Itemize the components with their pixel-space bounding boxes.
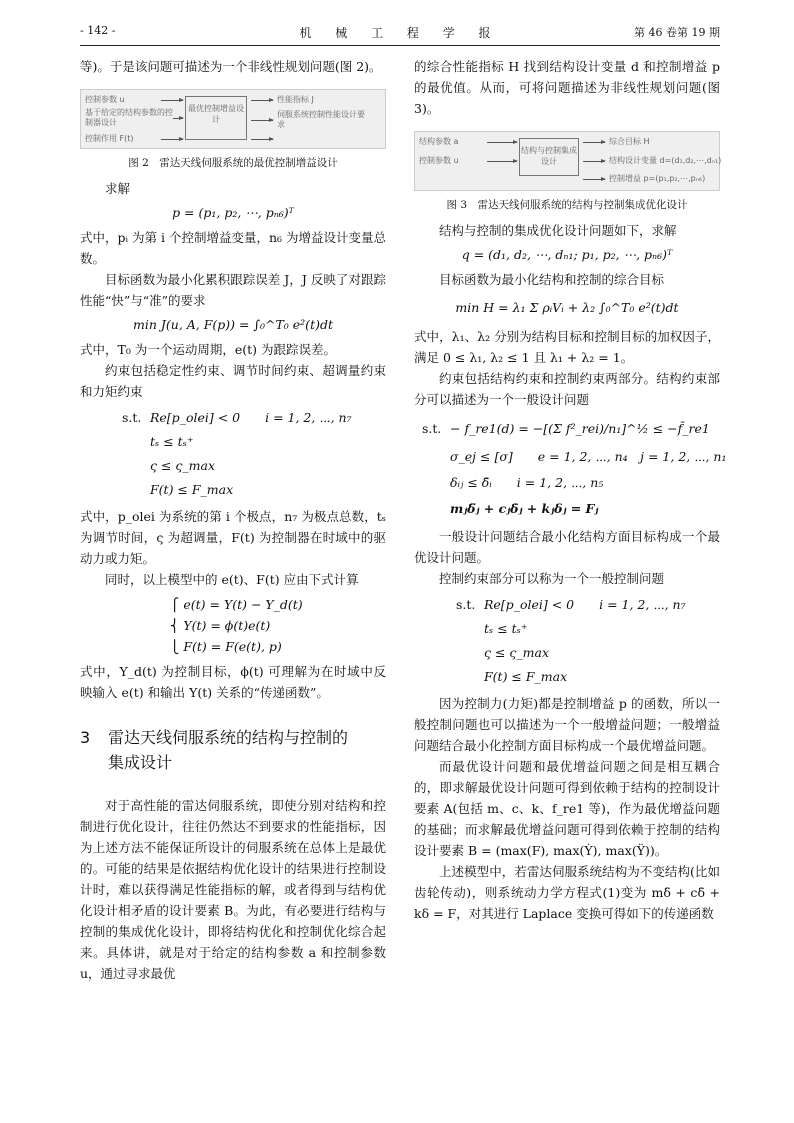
paragraph: 一般设计问题结合最小化结构方面目标构成一个最优设计问题。 bbox=[414, 529, 720, 565]
fig3-output-label: 综合目标 H bbox=[609, 137, 650, 146]
arrow bbox=[161, 100, 183, 101]
arrow bbox=[161, 139, 183, 140]
constraint: tₛ ≤ tₛ⁺ bbox=[150, 434, 194, 449]
fig2-input-label: 控制参数 u bbox=[85, 95, 125, 104]
constraint: ς ≤ ς_max bbox=[484, 645, 550, 660]
paragraph: 目标函数为最小化累积跟踪误差 J，J 反映了对跟踪性能“快”与“准”的要求 bbox=[80, 272, 386, 308]
constraint-line bbox=[80, 406, 386, 430]
section-heading bbox=[80, 725, 386, 775]
equation: ⎩ F(t) = F(e(t), p) bbox=[170, 639, 282, 654]
paragraph: 控制约束部分可以称为一个一般控制问题 bbox=[439, 571, 665, 586]
constraint: σ_ej ≤ [σ] e = 1, 2, ⋯, n₄ j = 1, 2, ⋯, n₁ bbox=[450, 449, 727, 464]
constraint: tₛ ≤ tₛ⁺ bbox=[484, 621, 528, 636]
fig2-input-label: 基于给定的结构参数的控制器设计 bbox=[85, 108, 173, 127]
constraint: Re[p_olei] < 0 i = 1, 2, ⋯, n₇ bbox=[484, 597, 686, 612]
equation: p = (p₁, p₂, ⋯, pₙ₆)ᵀ bbox=[172, 205, 294, 220]
arrow bbox=[487, 161, 517, 162]
fig2-input-label: 控制作用 F(t) bbox=[85, 134, 134, 143]
paragraph: 式中，pᵢ 为第 i 个控制增益变量，n₆ 为增益设计变量总数。 bbox=[80, 230, 386, 266]
paragraph: 结构与控制的集成优化设计问题如下，求解 bbox=[439, 223, 677, 238]
st-label: s.t. bbox=[122, 410, 142, 425]
arrow bbox=[583, 179, 605, 180]
section-title-cont: 集成设计 bbox=[108, 753, 173, 772]
fig3-input-label: 控制参数 u bbox=[419, 156, 459, 165]
issue-info: 第 46 卷第 19 期 bbox=[634, 26, 720, 39]
fig3-input-label: 结构参数 a bbox=[419, 137, 459, 146]
paragraph: 因为控制力(力矩)都是控制增益 p 的函数，所以一般控制问题也可以描述为一个一般增益问题；一般增益问题结合最小化控制方面目标构成一个最优增益问题。 bbox=[414, 696, 720, 753]
arrow bbox=[487, 142, 517, 143]
equation: ⎨ Y(t) = ϕ(t)e(t) bbox=[170, 618, 271, 633]
constraint: δᵢⱼ ≤ δ̄ᵢ i = 1, 2, ⋯, n₅ bbox=[450, 475, 604, 490]
constraint-block bbox=[80, 406, 386, 502]
journal-title: 机 械 工 程 学 报 bbox=[299, 26, 501, 40]
equation: min H = λ₁ Σ ρᵢVᵢ + λ₂ ∫₀^T₀ e²(t)dt bbox=[455, 300, 679, 315]
section-number: 3 bbox=[80, 728, 91, 747]
fig3-center-box: 结构与控制集成设计 bbox=[519, 138, 579, 176]
constraint: F(t) ≤ F_max bbox=[150, 482, 234, 497]
paragraph: 式中，T₀ 为一个运动周期，e(t) 为跟踪误差。 bbox=[80, 342, 336, 357]
arrow bbox=[251, 100, 273, 101]
paragraph: 目标函数为最小化结构和控制的综合目标 bbox=[439, 272, 665, 287]
fig3-output-label: 结构设计变量 d=(d₁,d₂,⋯,dₙ₁) bbox=[609, 156, 722, 165]
paragraph: 对于高性能的雷达伺服系统，即使分别对结构和控制进行优化设计，往往仍然达不到要求的性能指标，因为上述方法不能保证所设计的伺服系统在总体上是最优的。可能的结果是依据结构优化设计的结果进行控制设计时，难以获得满足性能指标的解，或者得到与结构优化设计相矛盾的设计要素 B。为此，有必要进行结构与控制的集成优化设计，即将结构优化和控制优化综合起来。具体讲，就是对于给定的结构参数 a 和控制参数 u，通过寻求最优 bbox=[80, 798, 386, 981]
constraint-block bbox=[414, 414, 727, 522]
constraint: mⱼδ̈ⱼ + cⱼδ̇ⱼ + kⱼδⱼ = Fⱼ bbox=[450, 501, 599, 516]
paragraph: 的综合性能指标 H 找到结构设计变量 d 和控制增益 p 的最优值。从而，可将问题描述为非线性规划问题(图 3)。 bbox=[414, 59, 720, 116]
constraint: F(t) ≤ F_max bbox=[484, 669, 568, 684]
fig2-output-label: 伺服系统控制性能设计要求 bbox=[277, 110, 365, 129]
paragraph: 约束包括结构约束和控制约束两部分。结构约束部分可以描述为一个一般设计问题 bbox=[414, 371, 720, 407]
arrow bbox=[251, 139, 273, 140]
st-label: s.t. bbox=[456, 597, 476, 612]
paragraph: 约束包括稳定性约束、调节时间约束、超调量约束和力矩约束 bbox=[80, 363, 386, 399]
section-title: 雷达天线伺服系统的结构与控制的 bbox=[108, 728, 349, 747]
paragraph: 而最优设计问题和最优增益问题之间是相互耦合的，即求解最优设计问题可得到依赖于结构的控制设计要素 A(包括 m、c、k、f_re1 等)，作为最优增益问题的基础；而求解最优增益问题可得到依赖于控制的结构设计要素 B = (max(F), max(Ẏ), max(Ÿ))。 bbox=[414, 759, 720, 858]
constraint: − f_re1(d) = −[(Σ f²_rei)/n₁]^½ ≤ −f̄_re1 bbox=[450, 421, 710, 436]
constraint: ς ≤ ς_max bbox=[150, 458, 216, 473]
figure-3 bbox=[414, 131, 720, 191]
paragraph: 式中，λ₁、λ₂ 分别为结构目标和控制目标的加权因子，满足 0 ≤ λ₁, λ₂ ≤ 1 且 λ₁ + λ₂ = 1。 bbox=[414, 329, 720, 365]
paragraph: 等)。于是该问题可描述为一个非线性规划问题(图 2)。 bbox=[80, 59, 382, 74]
constraint-line bbox=[414, 593, 720, 617]
paragraph: 式中，p_olei 为系统的第 i 个极点，n₇ 为极点总数，tₛ 为调节时间，ς 为超调量，F(t) 为控制器在时域中的驱动力或力矩。 bbox=[80, 509, 386, 566]
page-number: - 142 - bbox=[80, 24, 116, 37]
left-column bbox=[80, 56, 386, 984]
paragraph: 上述模型中，若雷达伺服系统结构为不变结构(比如齿轮传动)，则系统动力学方程式(1)变为 mδ̈ + cδ̇ + kδ = F，对其进行 Laplace 变换可得如下的传递函数 bbox=[414, 864, 720, 921]
paragraph: 式中，Y_d(t) 为控制目标，ϕ(t) 可理解为在时域中反映输入 e(t) 和输出 Y(t) 关系的“传递函数”。 bbox=[80, 664, 386, 700]
equation: ⎧ e(t) = Y(t) − Y_d(t) bbox=[170, 597, 303, 612]
page-header bbox=[80, 22, 720, 42]
arrow bbox=[583, 161, 605, 162]
arrow bbox=[583, 142, 605, 143]
figure-caption: 图 2 雷达天线伺服系统的最优控制增益设计 bbox=[128, 157, 338, 169]
fig3-output-label: 控制增益 p=(p₁,p₂,⋯,pₙ₆) bbox=[609, 174, 706, 183]
header-rule bbox=[80, 45, 720, 46]
fig2-output-label: 性能指标 J bbox=[277, 95, 314, 104]
equation-system bbox=[80, 594, 386, 657]
figure-caption: 图 3 雷达天线伺服系统的结构与控制集成优化设计 bbox=[446, 199, 688, 211]
equation: min J(u, A, F(p)) = ∫₀^T₀ e²(t)dt bbox=[133, 317, 333, 332]
arrow bbox=[173, 118, 183, 119]
constraint-block bbox=[414, 593, 720, 689]
fig2-center-box: 最优控制增益设计 bbox=[185, 96, 247, 140]
constraint-line bbox=[414, 414, 720, 444]
equation: q = (d₁, d₂, ⋯, dₙ₁; p₁, p₂, ⋯, pₙ₆)ᵀ bbox=[461, 247, 673, 262]
st-label: s.t. bbox=[422, 421, 442, 436]
arrow bbox=[251, 120, 273, 121]
paragraph: 同时，以上模型中的 e(t)、F(t) 应由下式计算 bbox=[105, 572, 359, 587]
figure-2 bbox=[80, 89, 386, 149]
constraint: Re[p_olei] < 0 i = 1, 2, ⋯, n₇ bbox=[150, 410, 352, 425]
right-column bbox=[414, 56, 727, 924]
paragraph: 求解 bbox=[105, 181, 131, 196]
